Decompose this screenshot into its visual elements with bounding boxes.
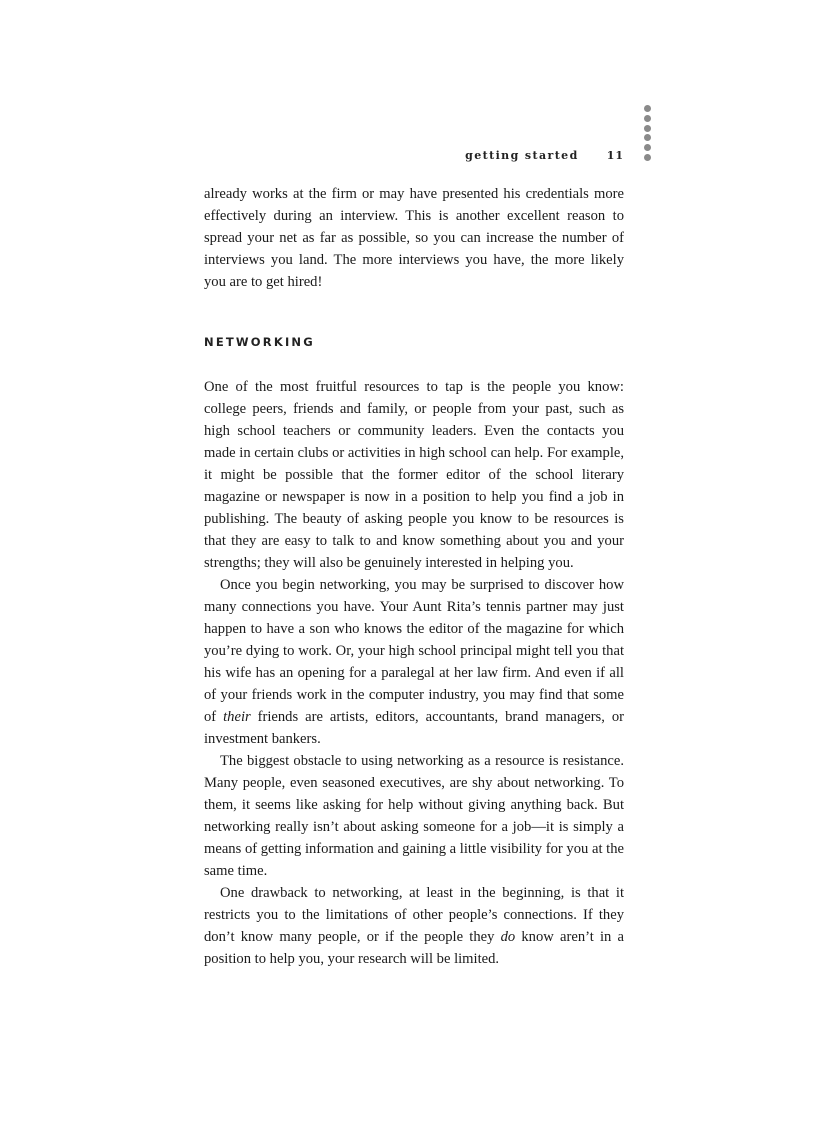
running-head	[400, 149, 624, 162]
dot-ornament	[644, 154, 651, 161]
paragraph-2-part-a: Once you begin networking, you may be surprised to discover how many connections you have. Your Aunt Rita’s tennis partner may just happen to have a son who knows the editor of the magazine for which you’re dying to work. Or, your high school principal might tell you that his wife has an opening for a paralegal at her law firm. And even if all of your friends work in the computer industry, you may find that some of	[204, 577, 624, 725]
running-head-title: getting started	[465, 149, 579, 162]
paragraph-4-emphasis: do	[500, 929, 516, 945]
paragraph-2-emphasis: their	[223, 709, 251, 725]
section-heading: NETWORKING	[204, 335, 315, 349]
opening-paragraph: already works at the firm or may have presented his credentials more effectively during an interview. This is another excellent reason to spread your net as far as possible, so you can increase the number of interviews you land. The more interviews you have, the more likely you are to get hired!	[204, 186, 624, 290]
dot-ornament	[644, 144, 651, 151]
opening-paragraph-block	[204, 183, 624, 293]
paragraph-3: The biggest obstacle to using networking as a resource is resistance. Many people, even seasoned executives, are shy about networking. To them, it seems like asking for help without giving anything back. But networking really isn’t about asking someone for a job—it is simply a means of getting information and gaining a little visibility for you at the same time.	[204, 753, 624, 879]
dot-ornament	[644, 105, 651, 112]
dot-ornament	[644, 125, 651, 132]
dot-ornament	[644, 115, 651, 122]
paragraph-1: One of the most fruitful resources to tap is the people you know: college peers, friends and family, or people from your past, such as high school teachers or community leaders. Even the contacts you made in certain clubs or activities in high school can help. For example, it might be possible that the former editor of the school literary magazine or newspaper is now in a position to help you find a job in publishing. The beauty of asking people you know to be resources is that they are easy to talk to and know something about you and your strengths; they will also be genuinely interested in helping you.	[204, 379, 624, 571]
paragraph-4-part-a: One drawback to networking, at least in the beginning, is that it restricts you to the limitations of other people’s connections. If they don’t know many people, or if the people they	[204, 885, 624, 945]
dot-ornament	[644, 134, 651, 141]
margin-dots-ornament	[644, 105, 654, 164]
paragraph-4-part-b: know aren’t in a position to help you, your research will be limited.	[204, 929, 624, 967]
paragraph-4	[204, 882, 624, 970]
paragraph-2	[204, 574, 624, 750]
paragraph-2-part-b: friends are artists, editors, accountants, brand managers, or investment bankers.	[204, 709, 624, 747]
section-body	[204, 376, 624, 970]
page-number: 11	[606, 149, 624, 162]
